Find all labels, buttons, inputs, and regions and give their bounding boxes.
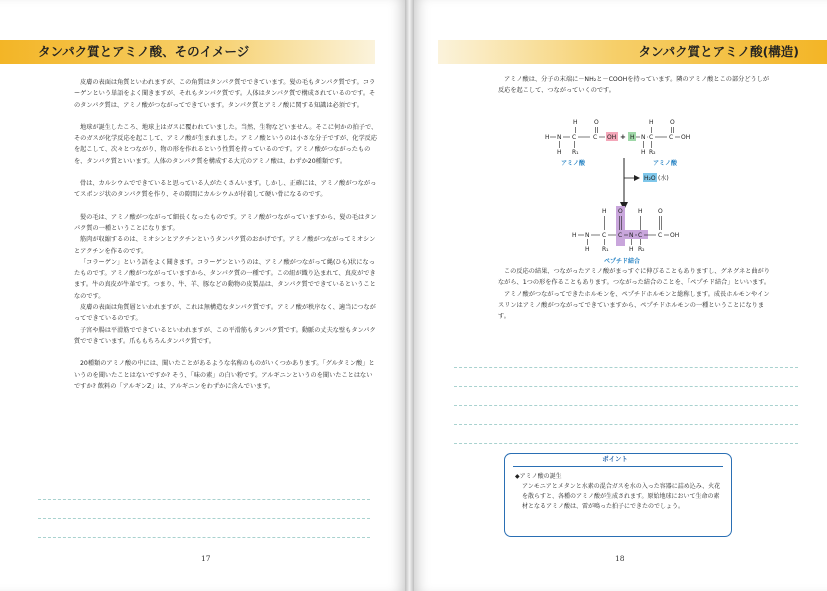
atom-h: H	[557, 149, 562, 156]
paragraph: 皮膚の表面は角質といわれますが、この角質はタンパク質でできています。髪の毛もタンパク質です。コラーゲンという単語をよく聞きますが、それもタンパク質です。人体はタンパク質で構成されているのです。そのタンパク質は、アミノ酸がつながってできています。タンパク質とアミノ酸に関する知識は必須です。	[74, 79, 376, 109]
point-box-title: ポイント	[602, 455, 628, 463]
atom-h: H	[585, 246, 590, 253]
atom-h: H	[629, 246, 634, 253]
amino-acid-label: アミノ酸	[561, 160, 586, 167]
atom-n: N	[641, 134, 646, 141]
atom-o: O	[618, 208, 623, 215]
paragraph: 髪の毛は、アミノ酸がつながって細長くなったものです。アミノ酸がつながっていますから、髪の毛はタンパク質の一種ということになります。	[74, 213, 377, 232]
atom-r1: R₁	[602, 246, 609, 253]
plus-sign: +	[620, 133, 626, 141]
atom-c: C	[618, 232, 623, 239]
atom-h: H	[573, 119, 578, 126]
paragraph: 皮膚の表面は角質層といわれますが、これは無構造なタンパク質です。アミノ酸が秩序なく、適当につながってできているのです。	[74, 304, 376, 323]
paragraph: この反応の結果、つながったアミノ酸がまっすぐに伸びることもありますし、グネグネと曲がりながら、1つの形を作ることもあります。つながった結合のことを、「ペプチド結合」といいます。	[498, 268, 771, 287]
atom-r1: R₁	[572, 149, 579, 156]
paragraph: 地球が誕生したころ、地球上はガスに覆われていました。当然、生物などいません。そこに何かの拍子で、そのガスが化学反応を起こして、アミノ酸が生まれました。アミノ酸というのは小さな分子ですが、化学反応を起こして、次々とつながり、物の形を作れるという性質を持っているのです。アミノ酸がつながったものを、タンパク質といいます。人体のタンパク質を構成する大元のアミノ酸は、わずか20種類です。	[74, 123, 378, 165]
atom-h: H	[630, 134, 635, 141]
atom-c: C	[638, 232, 643, 239]
paragraph: 骨は、カルシウムでできていると思っている人がたくさんいます。しかし、正確には、アミノ酸がつながってスポンジ状のタンパク質を作り、その隙間にカルシウムが付着して硬い骨になるのです。	[74, 180, 377, 199]
amino-acid-label: アミノ酸	[653, 160, 678, 167]
peptide-bond-diagram	[414, 112, 827, 272]
left-page	[0, 0, 405, 591]
right-page-title: タンパク質とアミノ酸(構造)	[438, 40, 827, 64]
atom-n: N	[557, 134, 562, 141]
reaction-svg	[414, 112, 827, 272]
note-lines	[38, 481, 370, 538]
page-number: 18	[615, 554, 625, 563]
atom-h: H	[649, 119, 654, 126]
atom-n: N	[629, 232, 634, 239]
atom-c: C	[658, 232, 663, 239]
amino-acid-2	[628, 119, 690, 167]
book-gutter	[405, 0, 414, 591]
point-box-text: アンモニアとメタンと水素の混合ガスを水の入った容器に詰め込み、火花を散らすと、各種のアミノ酸が生成されます。原始地球において生命の素材となるアミノ酸は、雷が鳴った拍子にできたのでしょう。	[522, 483, 721, 510]
amino-acid-1	[545, 119, 618, 167]
point-box-body	[515, 472, 723, 512]
paragraph: アミノ酸は、分子の末端に－NH₂と－COOHを持っています。隣のアミノ酸とこの部分どうしが反応を起こして、つながっていくのです。	[498, 76, 770, 95]
atom-o: O	[658, 208, 663, 215]
atom-oh: OH	[681, 134, 691, 141]
water-label: H₂O	[644, 175, 656, 182]
page-number: 17	[201, 554, 211, 563]
atom-r2: R₂	[649, 149, 656, 156]
atom-o: O	[670, 119, 675, 126]
atom-h: H	[545, 134, 550, 141]
point-box-divider	[513, 466, 723, 467]
atom-h: H	[638, 208, 643, 215]
point-box-heading: ◆アミノ酸の誕生	[515, 473, 562, 480]
atom-oh: OH	[607, 134, 617, 141]
paragraph: アミノ酸がつながってできたホルモンを、ペプチドホルモンと総称します。成長ホルモンやインスリンはアミノ酸がつながってできていますから、ペプチドホルモンの一種ということになります。	[498, 290, 770, 321]
atom-h: H	[602, 208, 607, 215]
atom-o: O	[594, 119, 599, 126]
atom-r2: R₂	[638, 246, 645, 253]
atom-oh: OH	[670, 232, 680, 239]
point-box	[504, 453, 732, 537]
left-page-body	[74, 77, 378, 403]
right-page-intro	[498, 74, 774, 97]
paragraph: 筋肉が収縮するのは、ミオシンとアクチンというタンパク質のおかげです。アミノ酸がつながってミオシンとアクチンを作るのです。	[74, 236, 376, 255]
atom-c: C	[593, 134, 598, 141]
atom-c: C	[572, 134, 577, 141]
atom-c: C	[649, 134, 654, 141]
peptide-bond-label: ペプチド結合	[604, 258, 641, 265]
paragraph: 20種類のアミノ酸の中には、聞いたことがあるような名称のものがいくつかあります。「グルタミン酸」というのを聞いたことはないですか? そう、「味の素」の白い粉です。アルギニンというのを聞いたことはないですか? 飲料の「アルギンZ」は、アルギニンをわずかに含んでいます。	[74, 360, 375, 390]
right-page-body	[498, 266, 774, 322]
water-note: (水)	[658, 175, 669, 182]
atom-h: H	[572, 232, 577, 239]
atom-c: C	[669, 134, 674, 141]
note-lines	[454, 349, 798, 444]
dipeptide	[572, 206, 679, 265]
atom-h: H	[641, 149, 646, 156]
left-page-title: タンパク質とアミノ酸、そのイメージ	[0, 40, 375, 64]
atom-c: C	[602, 232, 607, 239]
paragraph: 子宮や腸は平滑筋でできているといわれますが、この平滑筋もタンパク質です。動脈の丈夫な壁もタンパク質でできています。爪ももちろんタンパク質です。	[74, 326, 376, 345]
paragraph: 「コラーゲン」という語をよく聞きます。コラーゲンというのは、アミノ酸がつながって縄(ひも)状になったものです。アミノ酸がつながっていますから、タンパク質の一種です。この紐が織り込まれて、真皮ができます。牛の真皮が牛革です。つまり、牛、羊、豚などの動物の皮製品は、タンパク質でできているということなのです。	[74, 258, 376, 300]
atom-n: N	[585, 232, 590, 239]
